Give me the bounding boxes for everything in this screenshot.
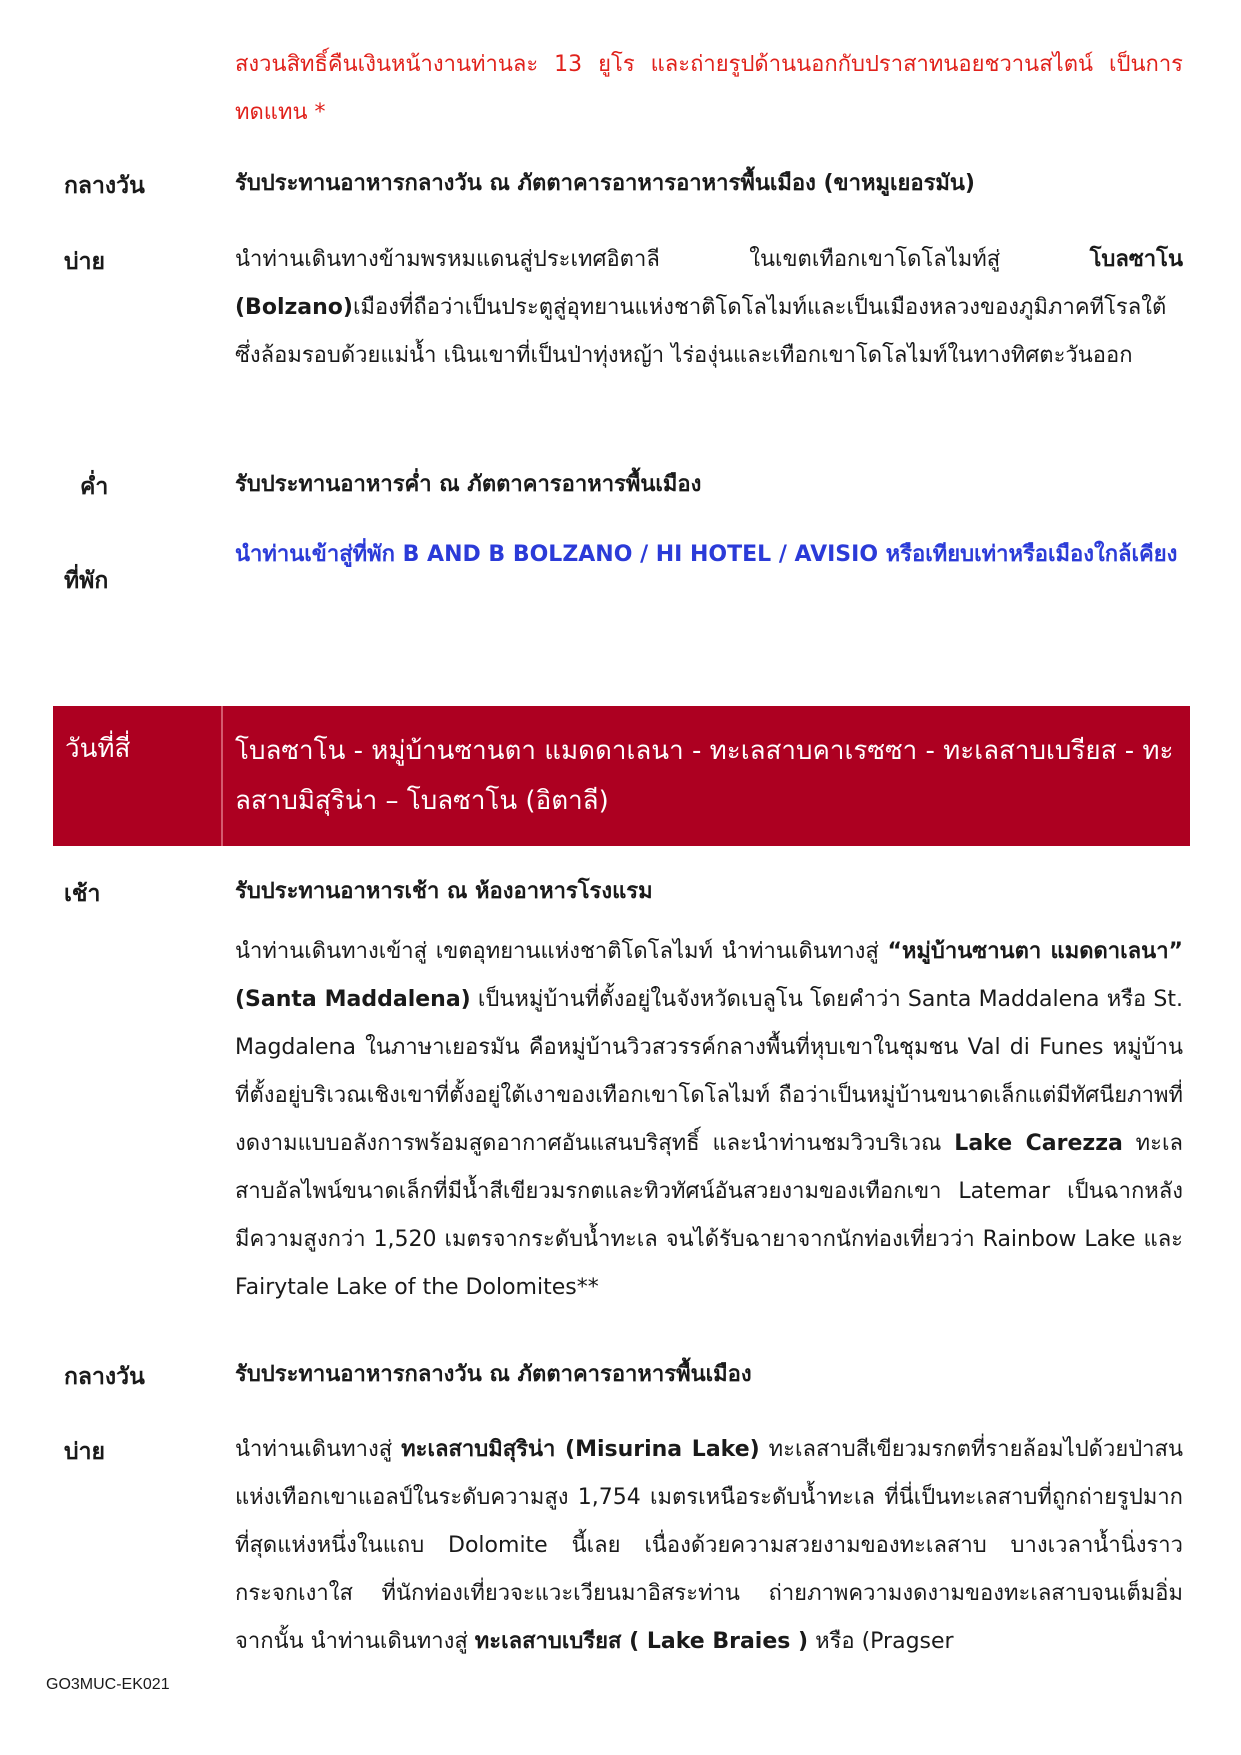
afternoon-label-day4: บ่าย bbox=[64, 1439, 105, 1465]
header-divider bbox=[221, 706, 223, 846]
morning-text: นำท่านเดินทางเข้าสู่ เขตอุทยานแห่งชาติโดโลไมท์ นำท่านเดินทางสู่ bbox=[235, 939, 888, 964]
afternoon-text-cont: เมืองที่ถือว่าเป็นประตูสู่อุทยานแห่งชาติโดโลไมท์และเป็นเมืองหลวงของภูมิภาคทีโรลใต้ซึ่งล้อมรอบด้วยแม่น้ำ เนินเขาที่เป็นป่าทุ่งหญ้า ไร่องุ่นและเทือกเขาโดโลไมท์ในทางทิศตะวันออก bbox=[235, 295, 1167, 368]
lunch-label: กลางวัน bbox=[64, 173, 145, 199]
lunch-text-day4: รับประทานอาหารกลางวัน ณ ภัตตาคารอาหารพื้นเมือง bbox=[235, 1362, 752, 1387]
dinner-label: ค่ำ bbox=[80, 474, 109, 500]
afternoon-text-day4-cont: ทะเลสาบสีเขียวมรกตที่รายล้อมไปด้วยป่าสนแห่งเทือกเขาแอลป์ในระดับความสูง 1,754 เมตรเหนือระดับน้ำทะเล ที่นี่เป็นทะเลสาบที่ถูกถ่ายรูปมากที่สุดแห่งหนึ่งในแถบ Dolomite นี้เลย เนื่องด้วยความสวยงามของทะเลสาบ บางเวลาน้ำนิ่งราวกระจกเงาใส ที่นักท่องเที่ยวจะแวะเวียนมาอิสระท่าน ถ่ายภาพความงดงามของทะเลสาบจนเต็มอิ่ม จากนั้น นำท่านเดินทางสู่ bbox=[235, 1437, 1183, 1654]
morning-text-end: ทะเลสาบอัลไพน์ขนาดเล็กที่มีน้ำสีเขียวมรกตและทิวทัศน์อันสวยงามของเทือกเขา Latemar เป็นฉากหลัง มีความสูงกว่า 1,520 เมตรจากระดับน้ำทะเล จนได้รับฉายาจากนักท่องเที่ยวว่า Rainbow Lake และ Fairytale Lake of the Dolomites** bbox=[235, 1131, 1183, 1300]
lake-carezza-highlight: Lake Carezza bbox=[954, 1131, 1123, 1156]
morning-paragraph bbox=[235, 928, 1183, 1312]
day-header-bar bbox=[53, 706, 1190, 846]
breakfast-label: เช้า bbox=[64, 881, 101, 907]
afternoon-text-day4-end: หรือ (Pragser bbox=[808, 1629, 954, 1654]
afternoon-label: บ่าย bbox=[64, 249, 105, 275]
day-title: โบลซาโน - หมู่บ้านซานตา แมดดาเลนา - ทะเลสาบคาเรซซา - ทะเลสาบเบรียส - ทะลสาบมิสุริน่า – โบลซาโน (อิตาลี) bbox=[235, 736, 1174, 816]
hotel-text: นำท่านเข้าสู่ที่พัก B AND B BOLZANO / HI HOTEL / AVISIO หรือเทียบเท่าหรือเมืองใกล้เคียง bbox=[235, 542, 1178, 567]
refund-note: สงวนสิทธิ์คืนเงินหน้างานท่านละ 13 ยูโร และถ่ายรูปด้านนอกกับปราสาทนอยชวานสไตน์ เป็นการทดแทน * bbox=[235, 52, 1183, 125]
lunch-label-day4: กลางวัน bbox=[64, 1364, 145, 1390]
breakfast-text: รับประทานอาหารเช้า ณ ห้องอาหารโรงแรม bbox=[235, 879, 653, 904]
bolzano-highlight: โบลซาโน (Bolzano) bbox=[235, 247, 1183, 320]
document-code: GO3MUC-EK021 bbox=[46, 1676, 170, 1693]
dinner-text: รับประทานอาหารค่ำ ณ ภัตตาคารอาหารพื้นเมือง bbox=[235, 472, 702, 497]
morning-text-cont: เป็นหมู่บ้านที่ตั้งอยู่ในจังหวัดเบลูโน โดยคำว่า Santa Maddalena หรือ St. Magdalena ในภาษาเยอรมัน คือหมู่บ้านวิวสวรรค์กลางพื้นที่หุบเขาในชุมชน Val di Funes หมู่บ้านที่ตั้งอยู่บริเวณเชิงเขาที่ตั้งอยู่ใต้เงาของเทือกเขาโดโลไมท์ ถือว่าเป็นหมู่บ้านขนาดเล็กแต่มีทัศนียภาพที่งดงามแบบอลังการพร้อมสูดอากาศอันแสนบริสุทธิ์ และนำท่านชมวิวบริเวณ bbox=[235, 987, 1183, 1156]
santa-maddalena-highlight: “หมู่บ้านซานตา แมดดาเลนา” (Santa Maddalena) bbox=[235, 939, 1183, 1012]
hotel-label: ที่พัก bbox=[64, 568, 109, 594]
lunch-text: รับประทานอาหารกลางวัน ณ ภัตตาคารอาหารอาหารพื้นเมือง (ขาหมูเยอรมัน) bbox=[235, 171, 975, 196]
misurina-highlight: ทะเลสาบมิสุริน่า (Misurina Lake) bbox=[401, 1437, 760, 1462]
braies-highlight: ทะเลสาบเบรียส ( Lake Braies ) bbox=[474, 1629, 809, 1654]
afternoon-paragraph-day4 bbox=[235, 1426, 1183, 1666]
day-label: วันที่สี่ bbox=[65, 734, 131, 764]
afternoon-text: นำท่านเดินทางข้ามพรหมแดนสู่ประเทศอิตาลี ในเขตเทือกเขาโดโลไมท์สู่ bbox=[235, 247, 1090, 272]
afternoon-paragraph bbox=[235, 236, 1183, 380]
afternoon-text-day4: นำท่านเดินทางสู่ bbox=[235, 1437, 402, 1462]
